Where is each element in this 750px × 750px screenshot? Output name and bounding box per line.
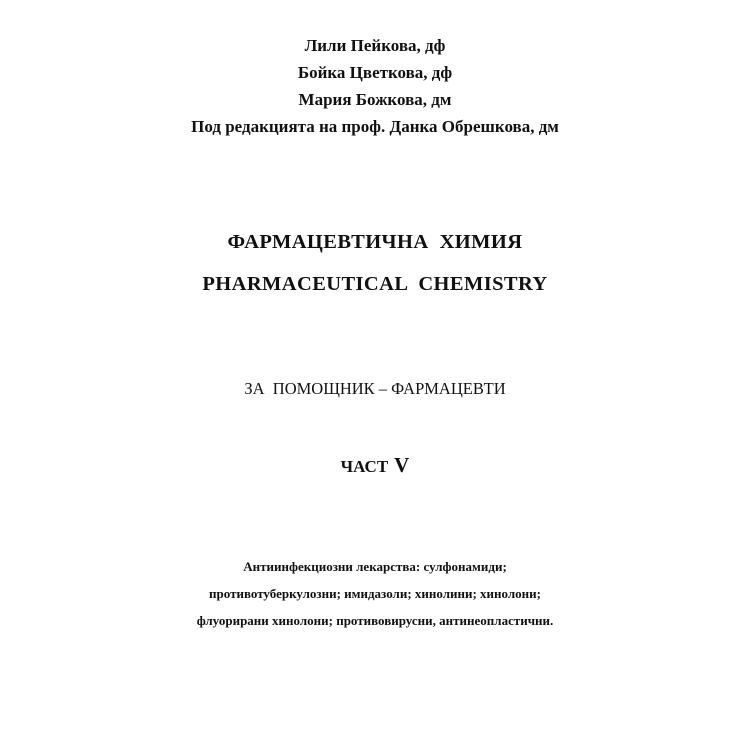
contents-line-2: противотуберкулозни; имидазоли; хинолини; хинолони;: [209, 586, 541, 601]
part-heading: [0, 455, 750, 476]
audience-subtitle: ЗА ПОМОЩНИК – ФАРМАЦЕВТИ: [244, 379, 506, 398]
author-1: Лили Пейкова, дф: [304, 36, 446, 55]
contents-line-1: Антиинфекциозни лекарства: сулфонамиди;: [243, 559, 507, 574]
editor-line: Под редакцията на проф. Данка Обрешкова, дм: [191, 117, 559, 136]
contents-line-3: флуорирани хинолони; противовирусни, антинеопластични.: [196, 613, 554, 628]
book-title-bulgarian: ФАРМАЦЕВТИЧНА ХИМИЯ: [227, 231, 523, 253]
author-2: Бойка Цветкова, дф: [297, 63, 453, 82]
author-3: Мария Божкова, дм: [298, 90, 452, 109]
part-label: ЧАСТ: [340, 457, 389, 476]
part-number: V: [394, 453, 410, 477]
book-title-english: PHARMACEUTICAL CHEMISTRY: [202, 273, 548, 295]
